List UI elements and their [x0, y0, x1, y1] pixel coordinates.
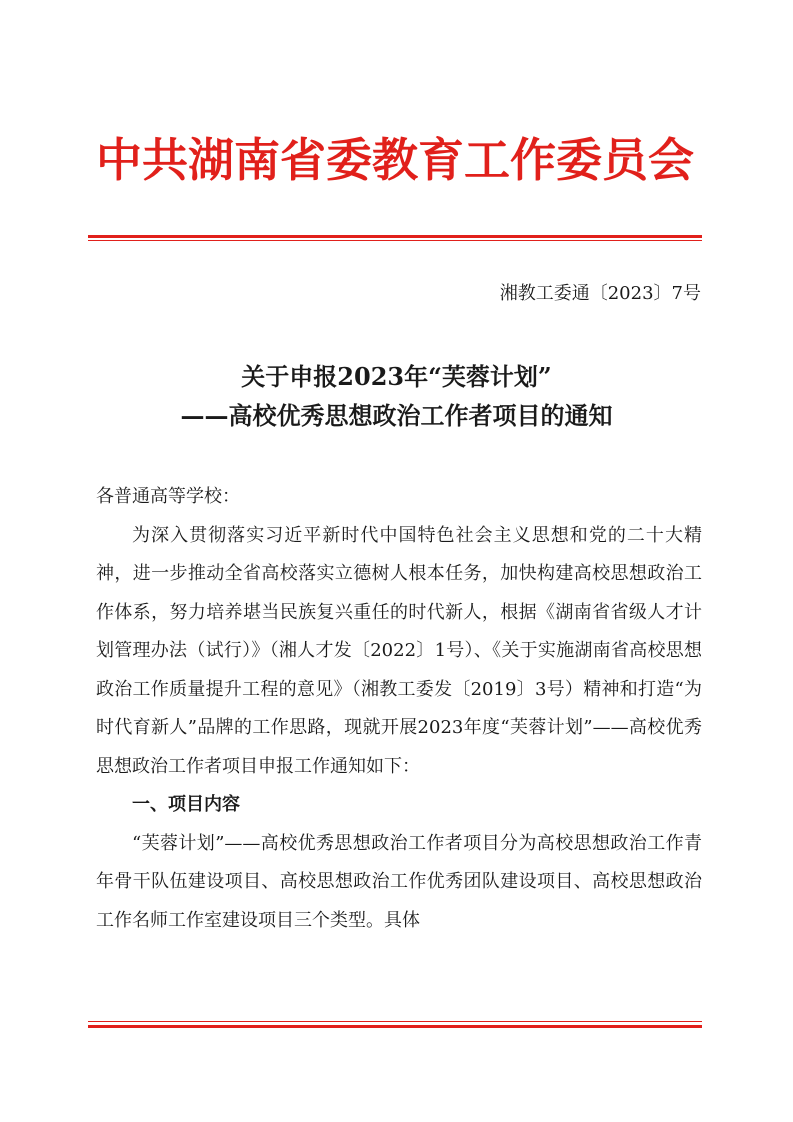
document-number: 湘教工委通〔2023〕7号	[499, 283, 701, 304]
paragraph-intro: 为深入贯彻落实习近平新时代中国特色社会主义思想和党的二十大精神，进一步推动全省高校落实立德树人根本任务，加快构建高校思想政治工作体系，努力培养堪当民族复兴重任的时代新人，根据《湖南省省级人才计划管理办法（试行）》（湘人才发〔2022〕1号）、《关于实施湖南省高校思想政治工作质量提升工程的意见》（湘教工委发〔2019〕3号）精神和打造“为时代育新人”品牌的工作思路，现就开展2023年度“芙蓉计划”——高校优秀思想政治工作者项目申报工作通知如下：	[96, 524, 702, 777]
salutation: 各普通高等学校：	[96, 486, 240, 507]
footer-rule-thick	[88, 1025, 702, 1028]
footer-rule-thin	[88, 1021, 702, 1022]
masthead-rule-thin	[88, 240, 702, 241]
document-title-line2: ——高校优秀思想政治工作者项目的通知	[180, 401, 613, 430]
section-heading-1: 一、项目内容	[132, 794, 240, 815]
document-body	[96, 478, 702, 940]
masthead-rule-thick	[88, 235, 702, 238]
document-title-line1: 关于申报2023年“芙蓉计划”	[241, 362, 552, 391]
paragraph-project-content: “芙蓉计划”——高校优秀思想政治工作者项目分为高校思想政治工作青年骨干队伍建设项目、高校思想政治工作优秀团队建设项目、高校思想政治工作名师工作室建设项目三个类型。具体	[96, 832, 702, 931]
masthead: 中共湖南省委教育工作委员会	[96, 133, 694, 187]
